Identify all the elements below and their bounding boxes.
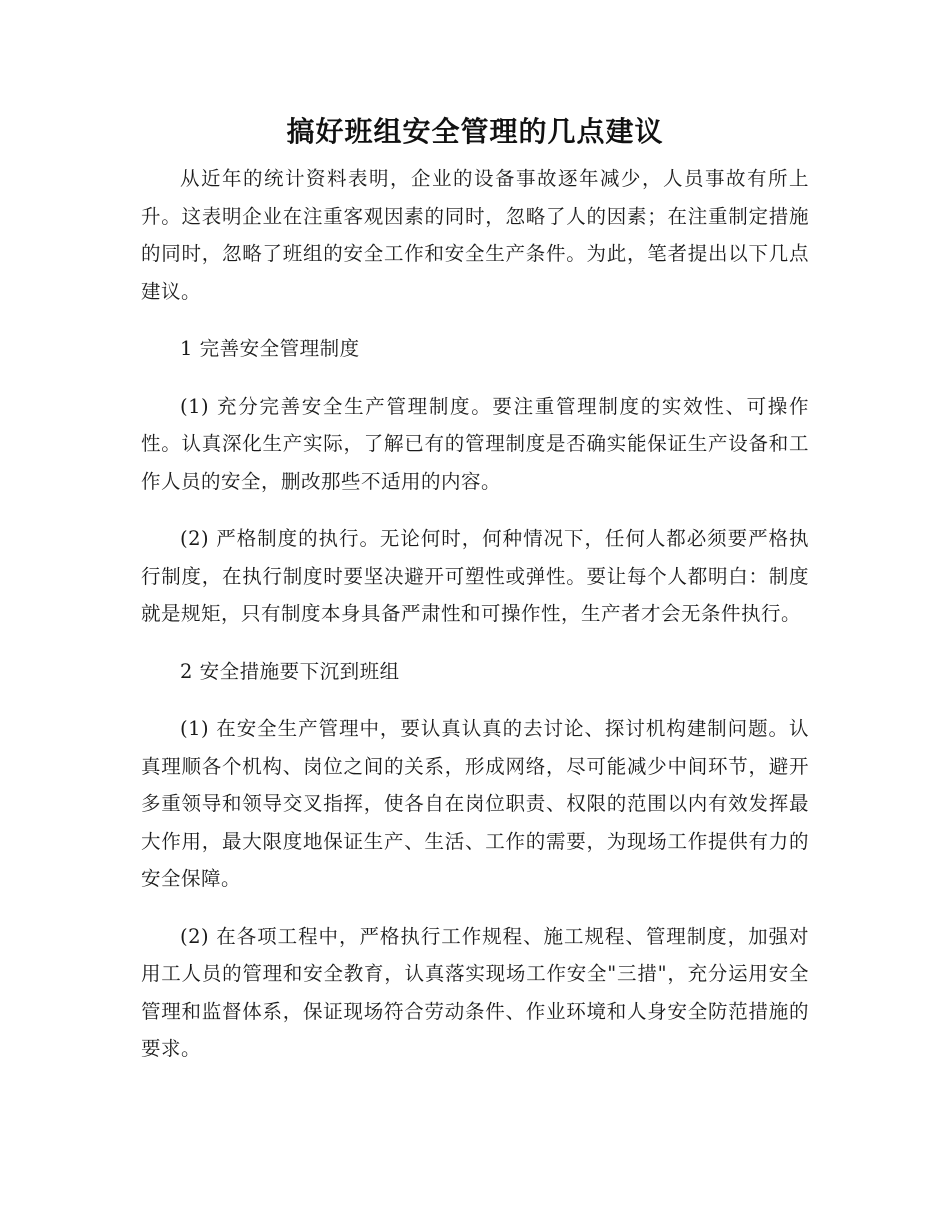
document-body <box>141 108 809 1088</box>
section-1-paragraph-2: (2) 严格制度的执行。无论何时，何种情况下，任何人都必须要严格执行制度，在执行制度时要坚决避开可塑性或弹性。要让每个人都明白：制度就是规矩，只有制度本身具备严肃性和可操作性，生产者才会无条件执行。 <box>141 527 809 625</box>
section-2-paragraph-1: (1) 在安全生产管理中，要认真认真的去讨论、探讨机构建制问题。认真理顺各个机构、岗位之间的关系，形成网络，尽可能减少中间环节，避开多重领导和领导交叉指挥，使各自在岗位职责、权限的范围以内有效发挥最大作用，最大限度地保证生产、生活、工作的需要，为现场工作提供有力的安全保障。 <box>141 717 809 890</box>
document-title: 搞好班组安全管理的几点建议 <box>286 115 664 148</box>
section-1-heading: 1 完善安全管理制度 <box>180 337 360 360</box>
section-2-heading: 2 安全措施要下沉到班组 <box>180 659 400 683</box>
section-1-paragraph-1: (1) 充分完善安全生产管理制度。要注重管理制度的实效性、可操作性。认真深化生产实际，了解已有的管理制度是否确实能保证生产设备和工作人员的安全，删改那些不适用的内容。 <box>141 394 809 493</box>
intro-paragraph: 从近年的统计资料表明，企业的设备事故逐年减少，人员事故有所上升。这表明企业在注重客观因素的同时，忽略了人的因素；在注重制定措施的同时，忽略了班组的安全工作和安全生产条件。为此，笔者提出以下几点建议。 <box>141 167 809 303</box>
section-2-paragraph-2: (2) 在各项工程中，严格执行工作规程、施工规程、管理制度，加强对用工人员的管理和安全教育，认真落实现场工作安全"三措"，充分运用安全管理和监督体系，保证现场符合劳动条件、作业环境和人身安全防范措施的要求。 <box>141 924 809 1060</box>
